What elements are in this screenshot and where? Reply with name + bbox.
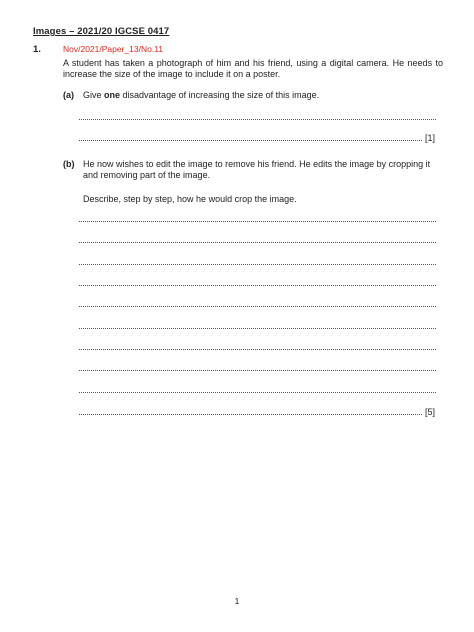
part-b-text: He now wishes to edit the image to remove his friend. He edits the image by cropping it and removing part of the image. bbox=[83, 159, 431, 180]
part-a-text-before: Give bbox=[83, 90, 105, 100]
part-a-text-bold: one bbox=[104, 90, 121, 100]
answer-line[interactable] bbox=[79, 221, 436, 222]
part-a-text-after: disadvantage of increasing the size of this image. bbox=[120, 90, 320, 100]
answer-line[interactable] bbox=[79, 392, 436, 393]
answer-line[interactable] bbox=[79, 349, 436, 350]
answer-line[interactable] bbox=[79, 242, 436, 243]
answer-line[interactable] bbox=[79, 414, 422, 415]
page-header: Images – 2021/20 IGCSE 0417 bbox=[33, 26, 170, 37]
answer-line[interactable] bbox=[79, 328, 436, 329]
question-number: 1. bbox=[33, 44, 41, 55]
part-b-label: (b) bbox=[63, 159, 75, 169]
answer-line[interactable] bbox=[79, 140, 422, 141]
part-a-text bbox=[83, 90, 443, 101]
answer-line[interactable] bbox=[79, 370, 436, 371]
answer-line[interactable] bbox=[79, 119, 436, 120]
part-b-marks: [5] bbox=[425, 407, 436, 417]
page-number: 1 bbox=[234, 596, 240, 606]
part-a-marks: [1] bbox=[425, 133, 436, 143]
part-a-label: (a) bbox=[63, 90, 74, 100]
answer-line[interactable] bbox=[79, 306, 436, 307]
part-b-instruction: Describe, step by step, how he would crop the image. bbox=[83, 194, 297, 204]
question-stem: A student has taken a photograph of him and his friend, using a digital camera. He needs to increase the size of the image to include it on a poster. bbox=[63, 58, 443, 79]
question-reference: Nov/2021/Paper_13/No.11 bbox=[63, 44, 164, 54]
answer-line[interactable] bbox=[79, 264, 436, 265]
answer-line[interactable] bbox=[79, 285, 436, 286]
